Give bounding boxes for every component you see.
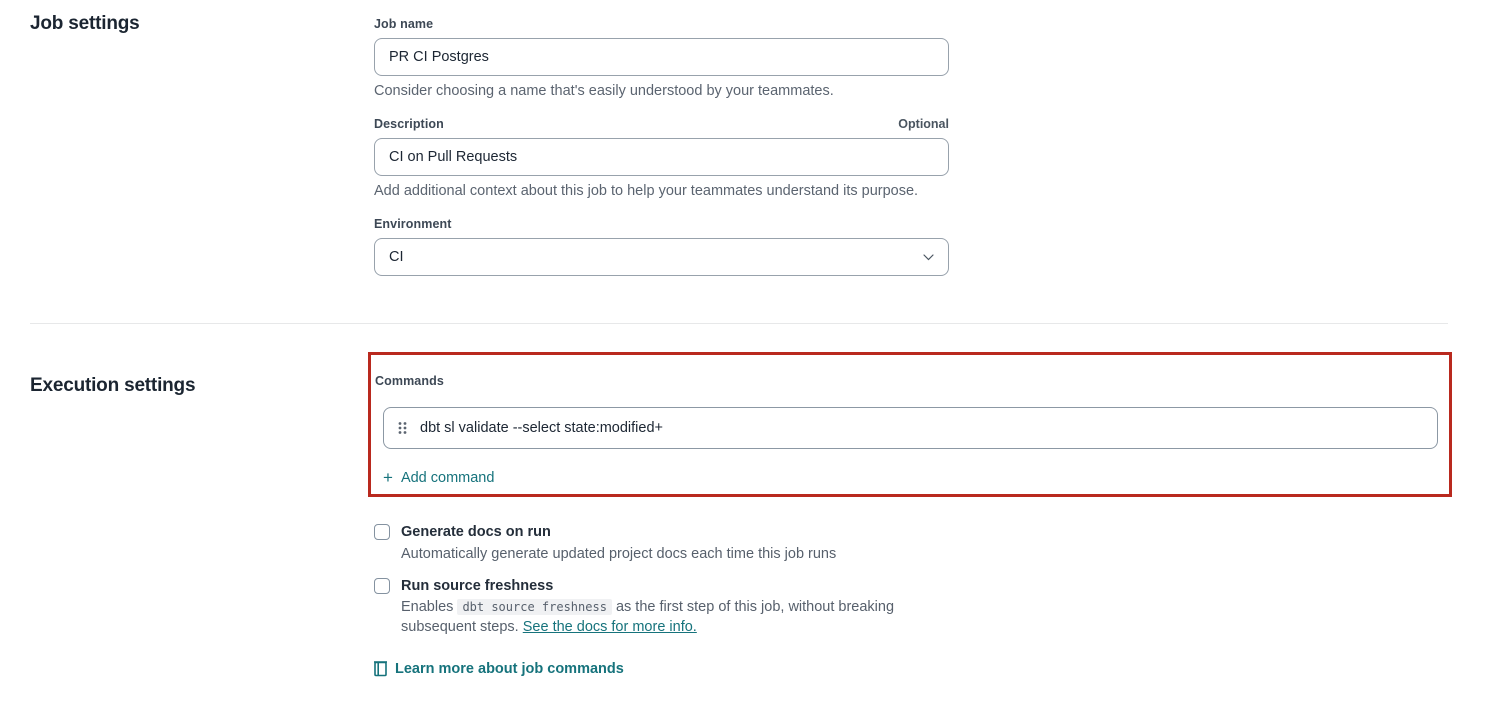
freshness-desc-code: dbt source freshness: [457, 599, 612, 615]
generate-docs-checkbox[interactable]: [374, 524, 390, 540]
see-docs-link[interactable]: See the docs for more info.: [522, 619, 697, 635]
environment-label: Environment: [374, 217, 452, 231]
description-input[interactable]: [374, 138, 949, 176]
generate-docs-description: Automatically generate updated project docs each time this job runs: [401, 546, 837, 562]
generate-docs-label[interactable]: Generate docs on run: [401, 524, 551, 540]
description-helper: Add additional context about this job to help your teammates understand its purpose.: [374, 183, 919, 199]
description-label-row: [374, 117, 949, 131]
learn-more-link[interactable]: [374, 661, 624, 677]
environment-selected-value: CI: [389, 249, 404, 265]
execution-settings-heading: Execution settings: [30, 375, 196, 396]
commands-label: Commands: [375, 374, 444, 388]
run-source-freshness-description: [401, 597, 941, 637]
environment-select[interactable]: [374, 238, 949, 276]
job-settings-heading: Job settings: [30, 13, 140, 34]
run-source-freshness-label[interactable]: Run source freshness: [401, 578, 554, 594]
command-value[interactable]: dbt sl validate --select state:modified+: [420, 420, 663, 436]
chevron-down-icon: [923, 254, 934, 261]
add-command-button[interactable]: [383, 470, 494, 486]
add-command-label: Add command: [400, 470, 495, 486]
book-icon: [374, 661, 387, 677]
description-optional-badge: Optional: [898, 117, 949, 131]
job-name-input[interactable]: [374, 38, 949, 76]
learn-more-label: Learn more about job commands: [395, 661, 624, 677]
job-name-helper: Consider choosing a name that's easily understood by your teammates.: [374, 83, 834, 99]
freshness-desc-prefix: Enables: [401, 599, 454, 615]
plus-icon: +: [383, 468, 393, 487]
drag-handle-icon[interactable]: [398, 421, 407, 435]
job-name-label: Job name: [374, 17, 434, 31]
freshness-desc-suffix: as the first step of this job, without breaking subsequent steps.: [401, 599, 895, 635]
command-row[interactable]: [383, 407, 1438, 449]
description-label: Description: [374, 117, 444, 131]
section-divider: [30, 323, 1448, 324]
run-source-freshness-checkbox[interactable]: [374, 578, 390, 594]
